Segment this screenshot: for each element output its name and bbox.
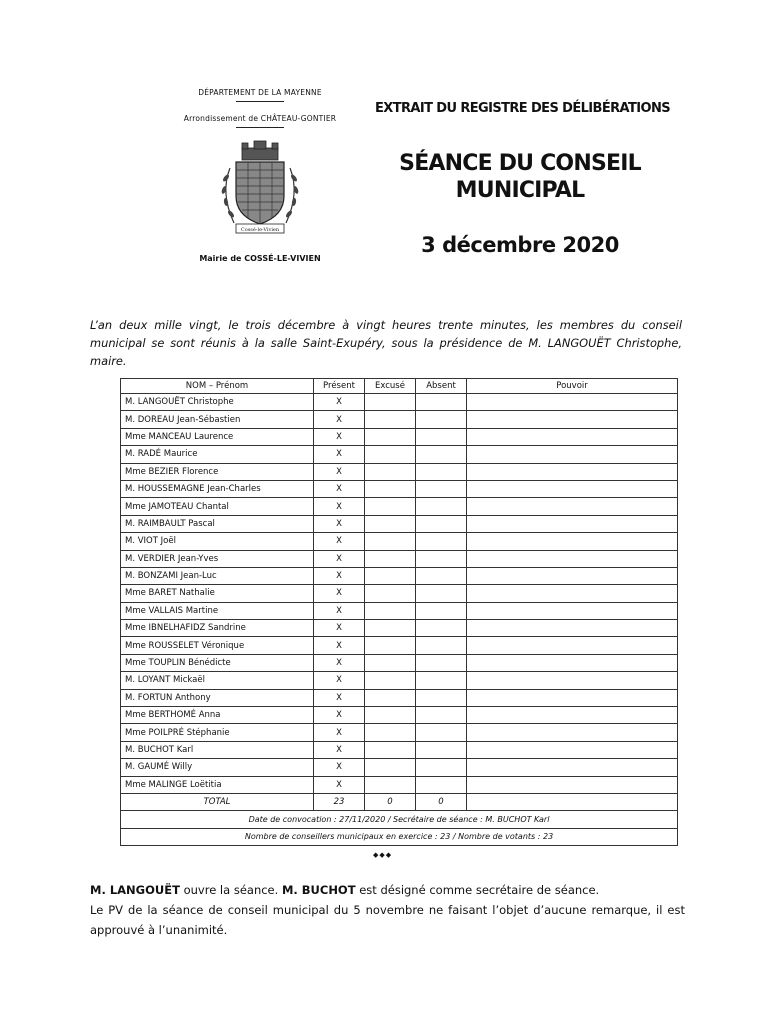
excuse-cell xyxy=(365,620,416,637)
excuse-cell xyxy=(365,550,416,567)
departement-label: DÉPARTEMENT DE LA MAYENNE xyxy=(198,88,322,97)
absent-cell xyxy=(416,498,467,515)
emblem-caption: Cossé-le-Vivien xyxy=(240,227,280,233)
table-header-row xyxy=(121,379,678,394)
secretary-name: M. BUCHOT xyxy=(281,883,356,897)
opening-text: ouvre la séance. xyxy=(179,883,282,897)
intro-paragraph: L’an deux mille vingt, le trois décembre à vingt heures trente minutes, les membres du conseil municipal se sont réunis à la salle Saint-Exupéry, sous la présidence de M. LANGOUËT Christophe, maire. xyxy=(90,318,682,368)
pouvoir-cell xyxy=(467,446,678,463)
present-cell: X xyxy=(314,585,365,602)
present-cell: X xyxy=(314,707,365,724)
excuse-cell xyxy=(365,776,416,793)
absent-cell xyxy=(416,654,467,671)
absent-cell xyxy=(416,515,467,532)
present-cell: X xyxy=(314,724,365,741)
excuse-cell xyxy=(365,446,416,463)
coat-of-arms-icon xyxy=(212,138,308,236)
total-present: 23 xyxy=(314,793,365,810)
pouvoir-cell xyxy=(467,707,678,724)
present-cell: X xyxy=(314,446,365,463)
excuse-cell xyxy=(365,533,416,550)
table-row xyxy=(121,515,678,532)
table-row xyxy=(121,654,678,671)
present-cell: X xyxy=(314,428,365,445)
table-row xyxy=(121,689,678,706)
pouvoir-cell xyxy=(467,672,678,689)
name-cell: Mme BERTHOMÉ Anna xyxy=(121,707,314,724)
name-cell: Mme VALLAIS Martine xyxy=(121,602,314,619)
absent-cell xyxy=(416,585,467,602)
absent-cell xyxy=(416,707,467,724)
pouvoir-cell xyxy=(467,637,678,654)
present-cell: X xyxy=(314,602,365,619)
excuse-cell xyxy=(365,672,416,689)
total-excuse: 0 xyxy=(365,793,416,810)
present-cell: X xyxy=(314,689,365,706)
excuse-cell xyxy=(365,689,416,706)
name-cell: M. LOYANT Mickaël xyxy=(121,672,314,689)
table-row xyxy=(121,672,678,689)
excuse-cell xyxy=(365,498,416,515)
excuse-cell xyxy=(365,741,416,758)
name-cell: M. LANGOUËT Christophe xyxy=(121,394,314,411)
pouvoir-cell xyxy=(467,480,678,497)
absent-cell xyxy=(416,533,467,550)
table-row xyxy=(121,411,678,428)
table-row xyxy=(121,707,678,724)
name-cell: M. BONZAMI Jean-Luc xyxy=(121,567,314,584)
name-cell: Mme POILPRÉ Stéphanie xyxy=(121,724,314,741)
present-cell: X xyxy=(314,637,365,654)
name-cell: M. RAIMBAULT Pascal xyxy=(121,515,314,532)
counts-text: Nombre de conseillers municipaux en exercice : 23 / Nombre de votants : 23 xyxy=(121,828,678,845)
absent-cell xyxy=(416,776,467,793)
divider xyxy=(236,101,284,102)
header-pouvoir: Pouvoir xyxy=(467,379,678,394)
table-row xyxy=(121,498,678,515)
table-row xyxy=(121,533,678,550)
present-cell: X xyxy=(314,672,365,689)
present-cell: X xyxy=(314,776,365,793)
pouvoir-cell xyxy=(467,498,678,515)
total-row xyxy=(121,793,678,810)
header-name: NOM – Prénom xyxy=(121,379,314,394)
table-row xyxy=(121,620,678,637)
absent-cell xyxy=(416,724,467,741)
absent-cell xyxy=(416,463,467,480)
divider xyxy=(236,127,284,128)
separator-ornament: ◆◆◆ xyxy=(373,851,393,859)
header-excuse: Excusé xyxy=(365,379,416,394)
absent-cell xyxy=(416,759,467,776)
table-row xyxy=(121,480,678,497)
header-present: Présent xyxy=(314,379,365,394)
convocation-row xyxy=(121,811,678,828)
present-cell: X xyxy=(314,741,365,758)
excuse-cell xyxy=(365,411,416,428)
excuse-cell xyxy=(365,759,416,776)
name-cell: Mme IBNELHAFIDZ Sandrine xyxy=(121,620,314,637)
arrondissement-label: Arrondissement de CHÂTEAU-GONTIER xyxy=(183,114,337,123)
pouvoir-cell xyxy=(467,620,678,637)
table-body xyxy=(121,394,678,794)
name-cell: Mme BEZIER Florence xyxy=(121,463,314,480)
excuse-cell xyxy=(365,585,416,602)
excuse-cell xyxy=(365,637,416,654)
excuse-cell xyxy=(365,602,416,619)
final-paragraph xyxy=(90,880,685,940)
table-row xyxy=(121,741,678,758)
excuse-cell xyxy=(365,480,416,497)
table-row xyxy=(121,637,678,654)
present-cell: X xyxy=(314,550,365,567)
name-cell: M. FORTUN Anthony xyxy=(121,689,314,706)
excuse-cell xyxy=(365,394,416,411)
absent-cell xyxy=(416,602,467,619)
absent-cell xyxy=(416,550,467,567)
pouvoir-cell xyxy=(467,689,678,706)
excuse-cell xyxy=(365,515,416,532)
convocation-text: Date de convocation : 27/11/2020 / Secrétaire de séance : M. BUCHOT Karl xyxy=(121,811,678,828)
present-cell: X xyxy=(314,394,365,411)
absent-cell xyxy=(416,480,467,497)
name-cell: Mme JAMOTEAU Chantal xyxy=(121,498,314,515)
excuse-cell xyxy=(365,724,416,741)
pouvoir-cell xyxy=(467,724,678,741)
header-absent: Absent xyxy=(416,379,467,394)
mairie-label: Mairie de COSSÉ-LE-VIVIEN xyxy=(199,254,321,263)
total-absent: 0 xyxy=(416,793,467,810)
present-cell: X xyxy=(314,515,365,532)
present-cell: X xyxy=(314,498,365,515)
absent-cell xyxy=(416,394,467,411)
pouvoir-cell xyxy=(467,394,678,411)
seance-title-line2: MUNICIPAL xyxy=(455,178,585,203)
pouvoir-cell xyxy=(467,515,678,532)
pouvoir-cell xyxy=(467,567,678,584)
absent-cell xyxy=(416,567,467,584)
secretary-text: est désigné comme secrétaire de séance. xyxy=(355,883,600,897)
seance-title xyxy=(360,150,680,204)
present-cell: X xyxy=(314,480,365,497)
absent-cell xyxy=(416,411,467,428)
name-cell: Mme MALINGE Loëtitia xyxy=(121,776,314,793)
table-row xyxy=(121,446,678,463)
pouvoir-cell xyxy=(467,602,678,619)
name-cell: M. BUCHOT Karl xyxy=(121,741,314,758)
pouvoir-cell xyxy=(467,533,678,550)
name-cell: M. GAUMÉ Willy xyxy=(121,759,314,776)
excuse-cell xyxy=(365,567,416,584)
absent-cell xyxy=(416,637,467,654)
name-cell: M. DOREAU Jean-Sébastien xyxy=(121,411,314,428)
pv-approval-text: Le PV de la séance de conseil municipal du 5 novembre ne faisant l’objet d’aucune remarque, il est approuvé à l’unanimité. xyxy=(90,903,685,937)
pouvoir-cell xyxy=(467,654,678,671)
name-cell: M. VIOT Joël xyxy=(121,533,314,550)
present-cell: X xyxy=(314,463,365,480)
absent-cell xyxy=(416,428,467,445)
table-row xyxy=(121,428,678,445)
absent-cell xyxy=(416,672,467,689)
present-cell: X xyxy=(314,567,365,584)
excuse-cell xyxy=(365,707,416,724)
counts-row xyxy=(121,828,678,845)
header-left xyxy=(165,88,355,263)
total-pouvoir xyxy=(467,793,678,810)
name-cell: Mme ROUSSELET Véronique xyxy=(121,637,314,654)
table-row xyxy=(121,724,678,741)
pouvoir-cell xyxy=(467,411,678,428)
present-cell: X xyxy=(314,654,365,671)
name-cell: M. RADÉ Maurice xyxy=(121,446,314,463)
table-row xyxy=(121,585,678,602)
pouvoir-cell xyxy=(467,428,678,445)
excuse-cell xyxy=(365,428,416,445)
excuse-cell xyxy=(365,463,416,480)
name-cell: M. HOUSSEMAGNE Jean-Charles xyxy=(121,480,314,497)
present-cell: X xyxy=(314,620,365,637)
pouvoir-cell xyxy=(467,741,678,758)
name-cell: Mme TOUPLIN Bénédicte xyxy=(121,654,314,671)
name-cell: Mme MANCEAU Laurence xyxy=(121,428,314,445)
name-cell: Mme BARET Nathalie xyxy=(121,585,314,602)
pouvoir-cell xyxy=(467,585,678,602)
president-name: M. LANGOUËT xyxy=(90,883,180,897)
table-row xyxy=(121,602,678,619)
total-label: TOTAL xyxy=(121,793,314,810)
absent-cell xyxy=(416,446,467,463)
absent-cell xyxy=(416,741,467,758)
pouvoir-cell xyxy=(467,776,678,793)
name-cell: M. VERDIER Jean-Yves xyxy=(121,550,314,567)
absent-cell xyxy=(416,620,467,637)
absent-cell xyxy=(416,689,467,706)
table-row xyxy=(121,550,678,567)
table-row xyxy=(121,759,678,776)
opening-sentence xyxy=(90,880,685,900)
excuse-cell xyxy=(365,654,416,671)
table-row xyxy=(121,394,678,411)
present-cell: X xyxy=(314,759,365,776)
attendance-table xyxy=(120,378,678,846)
pouvoir-cell xyxy=(467,759,678,776)
pouvoir-cell xyxy=(467,463,678,480)
table-row xyxy=(121,567,678,584)
present-cell: X xyxy=(314,411,365,428)
extract-title: EXTRAIT DU REGISTRE DES DÉLIBÉRATIONS xyxy=(375,101,670,116)
pouvoir-cell xyxy=(467,550,678,567)
present-cell: X xyxy=(314,533,365,550)
seance-date: 3 décembre 2020 xyxy=(421,233,619,257)
seance-title-line1: SÉANCE DU CONSEIL xyxy=(399,151,641,176)
table-row xyxy=(121,776,678,793)
table-row xyxy=(121,463,678,480)
